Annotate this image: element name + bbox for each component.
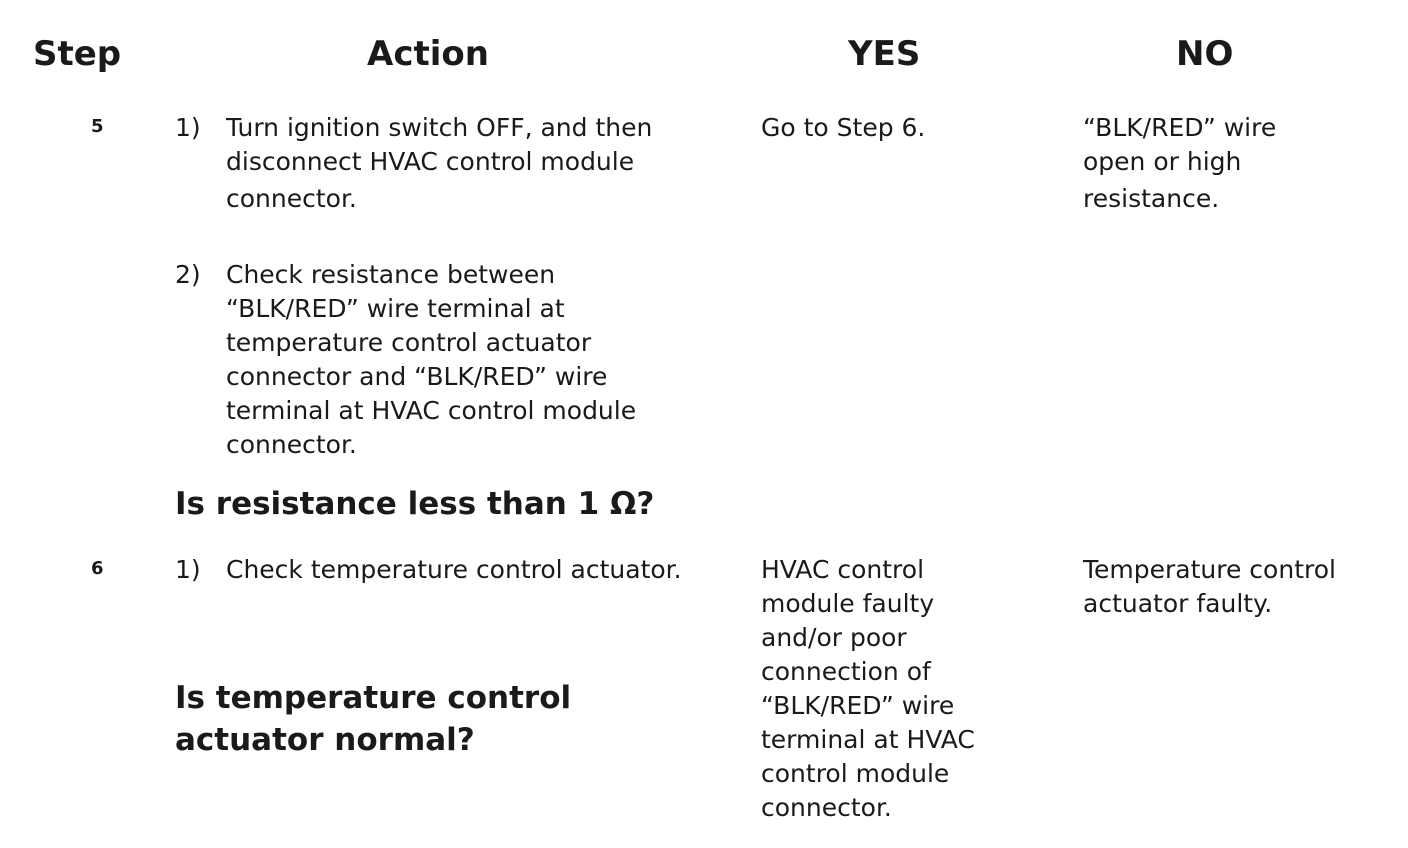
no-result — [1083, 111, 1276, 216]
header-action: Action — [367, 34, 489, 74]
yes-line: connector. — [761, 793, 892, 822]
yes-line: “BLK/RED” wire — [761, 691, 955, 720]
header-no: NO — [1176, 34, 1234, 74]
action-line: connector and “BLK/RED” wire — [226, 362, 608, 391]
question — [175, 677, 571, 761]
question-line: Is resistance less than 1 Ω? — [175, 486, 655, 522]
action-text — [226, 258, 636, 462]
header-yes: YES — [848, 34, 921, 74]
step-number: 5 — [91, 116, 104, 137]
yes-line: and/or poor — [761, 623, 907, 652]
action-line: Check resistance between — [226, 260, 556, 289]
header-step: Step — [33, 34, 122, 74]
yes-line: connection of — [761, 657, 931, 686]
question-line: Is temperature control — [175, 680, 572, 716]
action-text — [226, 111, 652, 216]
yes-line: terminal at HVAC — [761, 725, 975, 754]
action-number: 1) — [175, 555, 201, 584]
no-line: open or high — [1083, 147, 1242, 176]
no-line: Temperature control — [1083, 555, 1336, 584]
no-line: resistance. — [1083, 184, 1220, 213]
question — [175, 483, 654, 525]
yes-result — [761, 553, 975, 825]
action-line: Check temperature control actuator. — [226, 555, 682, 584]
yes-result — [761, 111, 925, 145]
action-line: connector. — [226, 430, 357, 459]
action-line: disconnect HVAC control module — [226, 147, 635, 176]
action-line: Turn ignition switch OFF, and then — [226, 113, 653, 142]
no-line: actuator faulty. — [1083, 589, 1273, 618]
no-line: “BLK/RED” wire — [1083, 113, 1277, 142]
action-line: “BLK/RED” wire terminal at — [226, 294, 565, 323]
yes-line: control module — [761, 759, 950, 788]
step-number: 6 — [91, 558, 104, 579]
action-number: 1) — [175, 113, 201, 142]
question-line: actuator normal? — [175, 722, 475, 758]
action-line: terminal at HVAC control module — [226, 396, 637, 425]
action-line: connector. — [226, 184, 357, 213]
yes-line: HVAC control — [761, 555, 925, 584]
action-number: 2) — [175, 260, 201, 289]
no-result — [1083, 553, 1336, 621]
yes-line: module faulty — [761, 589, 935, 618]
action-text — [226, 553, 682, 587]
yes-line: Go to Step 6. — [761, 113, 926, 142]
action-line: temperature control actuator — [226, 328, 592, 357]
